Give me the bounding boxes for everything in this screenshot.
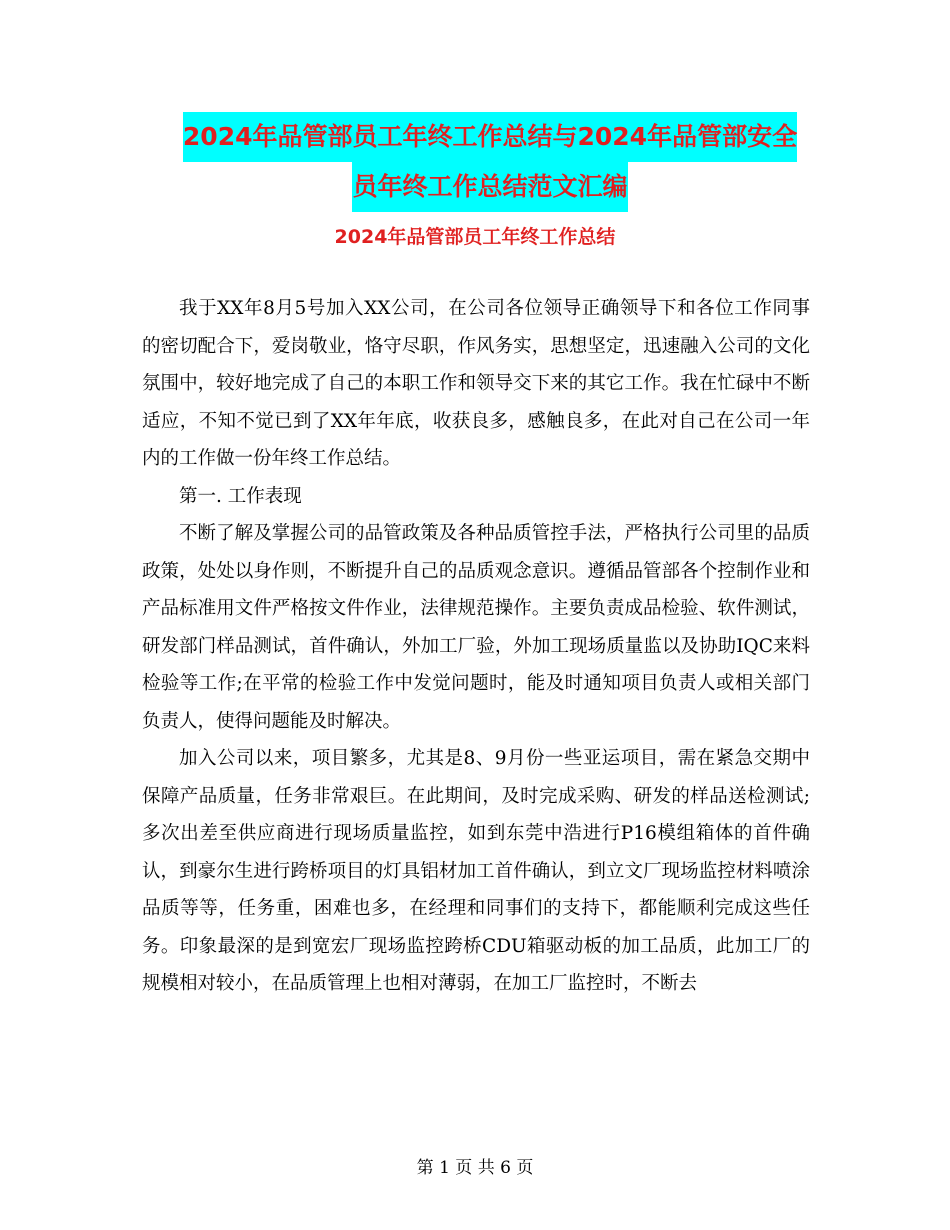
paragraph-work-duties: 不断了解及掌握公司的品管政策及各种品质管控手法，严格执行公司里的品质政策，处处以身作则，不断提升自己的品质观念意识。遵循品管部各个控制作业和产品标准用文件严格按文件作业，法律规范操作。主要负责成品检验、软件测试，研发部门样品测试，首件确认，外加工厂验，外加工现场质量监以及协助IQC来料检验等工作;在平常的检验工作中发觉问题时，能及时通知项目负责人或相关部门负责人，使得问题能及时解决。: [142, 523, 810, 732]
paragraph-projects: 加入公司以来，项目繁多，尤其是8、9月份一些亚运项目，需在紧急交期中保障产品质量，任务非常艰巨。在此期间，及时完成采购、研发的样品送检测试;多次出差至供应商进行现场质量监控，如到东莞中浩进行P16模组箱体的首件确认，到豪尔生进行跨桥项目的灯具铝材加工首件确认，到立文厂现场监控材料喷涂品质等等，任务重，困难也多，在经理和同事们的支持下，都能顺利完成这些任务。印象最深的是到宽宏厂现场监控跨桥CDU箱驱动板的加工品质，此加工厂的规模相对较小，在品质管理上也相对薄弱，在加工厂监控时，不断去: [142, 748, 810, 994]
page-footer: 第 1 页 共 6 页: [416, 1158, 534, 1178]
title-line-1: 2024年品管部员工年终工作总结与2024年品管部安全: [183, 112, 797, 162]
title-line-2: 员年终工作总结范文汇编: [352, 162, 627, 212]
document-title: [140, 112, 840, 212]
body-text: [142, 290, 810, 1003]
paragraph-heading-work-performance: 第一. 工作表现: [179, 485, 302, 507]
paragraph-intro: 我于XX年8月5号加入XX公司，在公司各位领导正确领导下和各位工作同事的密切配合下，爱岗敬业，恪守尽职，作风务实，思想坚定，迅速融入公司的文化氛围中，较好地完成了自己的本职工作和领导交下来的其它工作。我在忙碌中不断适应，不知不觉已到了XX年年底，收获良多，感触良多，在此对自己在公司一年内的工作做一份年终工作总结。: [142, 298, 810, 469]
section-title: 2024年品管部员工年终工作总结: [334, 226, 616, 248]
